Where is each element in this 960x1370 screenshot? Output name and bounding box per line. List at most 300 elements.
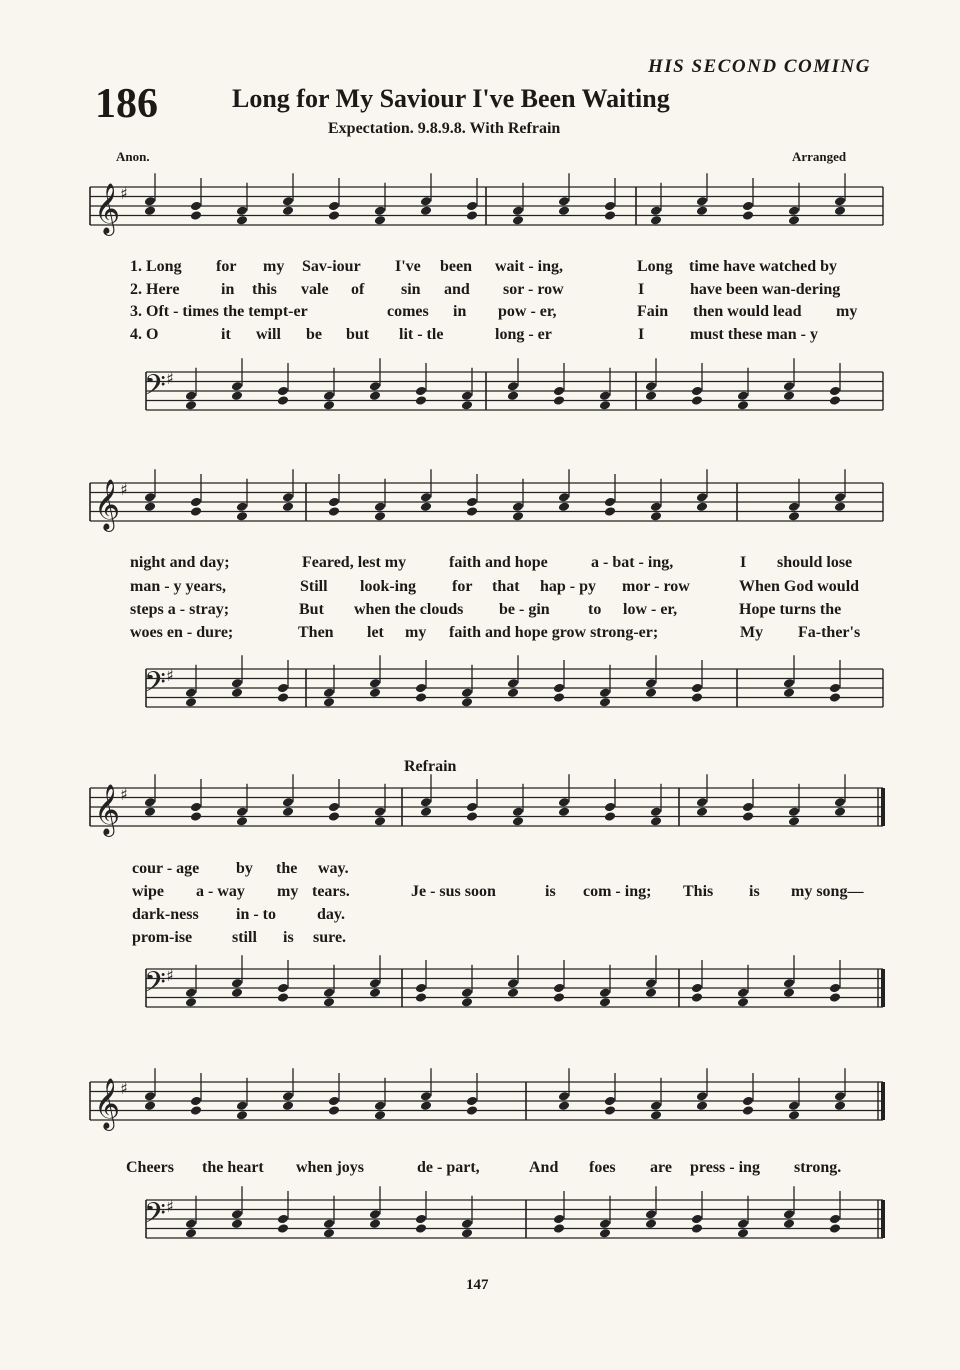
note-head bbox=[604, 497, 616, 508]
lyric-word: tears. bbox=[312, 883, 350, 900]
sharp-sign: ♯ bbox=[120, 184, 128, 203]
lyric-word: my bbox=[836, 303, 858, 320]
note-head bbox=[645, 1218, 657, 1229]
lyric-word: my bbox=[277, 883, 299, 900]
note-head bbox=[282, 806, 294, 817]
note-head bbox=[599, 997, 611, 1008]
note-head bbox=[645, 987, 657, 998]
note-head bbox=[834, 806, 846, 817]
lyric-word: Long bbox=[637, 258, 673, 275]
note-head bbox=[277, 992, 289, 1003]
lyric-word: my bbox=[405, 624, 427, 641]
note-head bbox=[328, 802, 340, 813]
note-head bbox=[650, 511, 662, 522]
treble-clef: 𝄞 bbox=[94, 1078, 121, 1129]
sharp-sign: ♯ bbox=[166, 666, 174, 685]
sharp-sign: ♯ bbox=[120, 1079, 128, 1098]
note-head bbox=[558, 806, 570, 817]
note-head bbox=[599, 1218, 611, 1229]
note-head bbox=[512, 816, 524, 827]
note-head bbox=[231, 978, 243, 989]
lyric-word: strong. bbox=[794, 1159, 842, 1176]
note-head bbox=[742, 210, 754, 221]
note-head bbox=[277, 692, 289, 703]
note-head bbox=[558, 1100, 570, 1111]
note-head bbox=[282, 492, 294, 503]
note-head bbox=[834, 1091, 846, 1102]
note-head bbox=[190, 497, 202, 508]
note-head bbox=[323, 697, 335, 708]
note-head bbox=[328, 1096, 340, 1107]
lyric-word: steps a - stray; bbox=[130, 601, 230, 618]
note-head bbox=[604, 210, 616, 221]
note-head bbox=[696, 196, 708, 207]
lyric-word: press - ing bbox=[690, 1159, 760, 1176]
note-head bbox=[144, 196, 156, 207]
note-head bbox=[645, 381, 657, 392]
treble-clef: 𝄞 bbox=[94, 183, 121, 234]
note-head bbox=[507, 978, 519, 989]
note-head bbox=[190, 506, 202, 517]
note-head bbox=[185, 400, 197, 411]
note-head bbox=[236, 205, 248, 216]
note-head bbox=[645, 390, 657, 401]
note-head bbox=[190, 802, 202, 813]
lyric-word: to bbox=[588, 601, 602, 618]
hymn-number: 186 bbox=[95, 81, 158, 127]
note-head bbox=[829, 395, 841, 406]
note-head bbox=[466, 201, 478, 212]
note-head bbox=[374, 215, 386, 226]
note-head bbox=[374, 1100, 386, 1111]
lyric-word: wait - ing, bbox=[495, 258, 563, 275]
note-head bbox=[829, 1214, 841, 1225]
note-head bbox=[558, 205, 570, 216]
note-head bbox=[277, 683, 289, 694]
note-head bbox=[834, 501, 846, 512]
note-head bbox=[328, 201, 340, 212]
note-head bbox=[553, 683, 565, 694]
note-head bbox=[328, 1105, 340, 1116]
lyric-word: low - er, bbox=[623, 601, 678, 618]
note-head bbox=[507, 678, 519, 689]
lyric-word: comes bbox=[387, 303, 429, 320]
note-head bbox=[829, 692, 841, 703]
sharp-sign: ♯ bbox=[166, 1197, 174, 1216]
lyric-word: still bbox=[232, 929, 257, 946]
lyric-word: lit - tle bbox=[399, 326, 444, 343]
lyric-word: faith and hope bbox=[449, 554, 548, 571]
lyric-word: prom-ise bbox=[132, 929, 193, 946]
note-head bbox=[783, 390, 795, 401]
note-head bbox=[604, 802, 616, 813]
sharp-sign: ♯ bbox=[120, 785, 128, 804]
lyric-word: the heart bbox=[202, 1159, 264, 1176]
note-head bbox=[829, 386, 841, 397]
lyric-word: is bbox=[749, 883, 760, 900]
note-head bbox=[236, 806, 248, 817]
lyric-word: Cheers bbox=[126, 1159, 174, 1176]
note-head bbox=[691, 692, 703, 703]
note-head bbox=[144, 806, 156, 817]
note-head bbox=[691, 992, 703, 1003]
note-head bbox=[231, 381, 243, 392]
note-head bbox=[415, 983, 427, 994]
note-head bbox=[369, 978, 381, 989]
note-head bbox=[236, 215, 248, 226]
note-head bbox=[691, 1214, 703, 1225]
note-head bbox=[231, 390, 243, 401]
lyric-word: a - way bbox=[196, 883, 245, 900]
lyric-word: foes bbox=[589, 1159, 616, 1176]
note-head bbox=[420, 196, 432, 207]
lyric-word: Feared, lest my bbox=[302, 554, 407, 571]
note-head bbox=[420, 501, 432, 512]
note-head bbox=[277, 1223, 289, 1234]
note-head bbox=[645, 1209, 657, 1220]
lyric-word: will bbox=[256, 326, 281, 343]
note-head bbox=[834, 196, 846, 207]
note-head bbox=[277, 395, 289, 406]
note-head bbox=[599, 400, 611, 411]
lyric-word: for bbox=[452, 578, 473, 595]
lyric-word: be - gin bbox=[499, 601, 550, 618]
note-head bbox=[788, 1110, 800, 1121]
note-head bbox=[650, 816, 662, 827]
note-head bbox=[461, 997, 473, 1008]
note-head bbox=[645, 687, 657, 698]
note-head bbox=[144, 797, 156, 808]
lyric-word: mor - row bbox=[622, 578, 690, 595]
note-head bbox=[415, 1223, 427, 1234]
note-head bbox=[834, 492, 846, 503]
note-head bbox=[737, 1228, 749, 1239]
note-head bbox=[783, 1218, 795, 1229]
note-head bbox=[599, 1228, 611, 1239]
note-head bbox=[282, 1100, 294, 1111]
lyric-word: sure. bbox=[313, 929, 347, 946]
lyric-word: pow - er, bbox=[498, 303, 557, 320]
note-head bbox=[650, 1100, 662, 1111]
lyric-word: vale bbox=[301, 281, 329, 298]
note-head bbox=[788, 816, 800, 827]
note-head bbox=[645, 678, 657, 689]
note-head bbox=[650, 215, 662, 226]
note-head bbox=[190, 201, 202, 212]
note-head bbox=[737, 987, 749, 998]
note-head bbox=[190, 1096, 202, 1107]
note-head bbox=[783, 978, 795, 989]
note-head bbox=[323, 400, 335, 411]
note-head bbox=[461, 697, 473, 708]
note-head bbox=[369, 987, 381, 998]
lyric-word: a - bat - ing, bbox=[591, 554, 674, 571]
note-head bbox=[231, 1209, 243, 1220]
sharp-sign: ♯ bbox=[120, 480, 128, 499]
bass-clef: 𝄢 bbox=[144, 369, 166, 409]
lyric-word: it bbox=[221, 326, 231, 343]
note-head bbox=[650, 501, 662, 512]
treble-clef: 𝄞 bbox=[94, 479, 121, 530]
note-head bbox=[783, 381, 795, 392]
note-head bbox=[696, 501, 708, 512]
note-head bbox=[369, 381, 381, 392]
note-head bbox=[185, 1218, 197, 1229]
note-head bbox=[691, 683, 703, 694]
lyric-word: Then bbox=[298, 624, 334, 641]
lyric-word: And bbox=[529, 1159, 559, 1176]
lyric-word: cour - age bbox=[132, 860, 200, 877]
note-head bbox=[737, 1218, 749, 1229]
note-head bbox=[461, 390, 473, 401]
author-credit: Anon. bbox=[116, 149, 150, 164]
note-head bbox=[742, 1105, 754, 1116]
note-head bbox=[507, 687, 519, 698]
note-head bbox=[783, 1209, 795, 1220]
tune-meter: Expectation. 9.8.9.8. With Refrain bbox=[328, 120, 561, 137]
note-head bbox=[604, 201, 616, 212]
arranger-credit: Arranged bbox=[792, 149, 847, 164]
note-head bbox=[190, 811, 202, 822]
note-head bbox=[328, 811, 340, 822]
note-head bbox=[282, 1091, 294, 1102]
note-head bbox=[144, 492, 156, 503]
note-head bbox=[783, 987, 795, 998]
note-head bbox=[553, 395, 565, 406]
note-head bbox=[190, 1105, 202, 1116]
lyric-word: woes en - dure; bbox=[130, 624, 234, 641]
lyric-word: Hope turns the bbox=[739, 601, 842, 618]
lyric-word: but bbox=[346, 326, 370, 343]
lyric-word: when the clouds bbox=[354, 601, 464, 618]
lyric-word: dark-ness bbox=[132, 906, 199, 923]
lyric-word: hap - py bbox=[540, 578, 597, 595]
note-head bbox=[829, 992, 841, 1003]
note-head bbox=[604, 811, 616, 822]
note-head bbox=[415, 692, 427, 703]
note-head bbox=[742, 201, 754, 212]
note-head bbox=[420, 1091, 432, 1102]
lyric-word: in - to bbox=[236, 906, 276, 923]
note-head bbox=[696, 806, 708, 817]
lyric-word: com - ing; bbox=[583, 883, 652, 900]
lyric-word: wipe bbox=[132, 883, 164, 900]
page-number: 147 bbox=[466, 1277, 489, 1293]
note-head bbox=[415, 683, 427, 694]
lyric-word: time have watched by bbox=[689, 258, 837, 275]
note-head bbox=[231, 1218, 243, 1229]
note-head bbox=[696, 492, 708, 503]
lyric-word: when joys bbox=[296, 1159, 365, 1176]
lyric-word: the bbox=[276, 860, 298, 877]
note-head bbox=[277, 1214, 289, 1225]
note-head bbox=[236, 511, 248, 522]
note-head bbox=[369, 1209, 381, 1220]
note-head bbox=[461, 400, 473, 411]
note-head bbox=[415, 395, 427, 406]
note-head bbox=[420, 205, 432, 216]
note-head bbox=[369, 678, 381, 689]
note-head bbox=[369, 1218, 381, 1229]
note-head bbox=[829, 983, 841, 994]
note-head bbox=[788, 501, 800, 512]
note-head bbox=[742, 1096, 754, 1107]
lyric-word: sor - row bbox=[503, 281, 564, 298]
note-head bbox=[323, 390, 335, 401]
lyric-word: be bbox=[306, 326, 322, 343]
note-head bbox=[461, 1228, 473, 1239]
note-head bbox=[236, 1100, 248, 1111]
note-head bbox=[236, 501, 248, 512]
note-head bbox=[788, 511, 800, 522]
note-head bbox=[742, 802, 754, 813]
note-head bbox=[696, 797, 708, 808]
lyric-word: in bbox=[221, 281, 235, 298]
note-head bbox=[144, 205, 156, 216]
note-head bbox=[691, 983, 703, 994]
lyric-word: is bbox=[283, 929, 294, 946]
lyric-word: my song— bbox=[791, 883, 864, 900]
note-head bbox=[374, 816, 386, 827]
note-head bbox=[328, 210, 340, 221]
note-head bbox=[737, 390, 749, 401]
note-head bbox=[742, 811, 754, 822]
note-head bbox=[512, 806, 524, 817]
note-head bbox=[374, 806, 386, 817]
note-head bbox=[834, 205, 846, 216]
note-head bbox=[696, 1091, 708, 1102]
note-head bbox=[144, 501, 156, 512]
note-head bbox=[282, 205, 294, 216]
note-head bbox=[650, 806, 662, 817]
lyric-word: let bbox=[367, 624, 384, 641]
note-head bbox=[737, 997, 749, 1008]
note-head bbox=[650, 1110, 662, 1121]
note-head bbox=[323, 1228, 335, 1239]
lyric-word: have been wan-dering bbox=[690, 281, 841, 298]
note-head bbox=[415, 992, 427, 1003]
note-head bbox=[553, 1223, 565, 1234]
lyric-word: day. bbox=[317, 906, 346, 923]
note-head bbox=[466, 497, 478, 508]
note-head bbox=[553, 992, 565, 1003]
note-head bbox=[282, 196, 294, 207]
note-head bbox=[507, 390, 519, 401]
note-head bbox=[599, 390, 611, 401]
bass-clef: 𝄢 bbox=[144, 1197, 166, 1237]
lyric-word: When God would bbox=[739, 578, 860, 595]
lyric-word: Sav-iour bbox=[302, 258, 361, 275]
note-head bbox=[461, 987, 473, 998]
note-head bbox=[466, 506, 478, 517]
note-head bbox=[788, 215, 800, 226]
note-head bbox=[788, 1100, 800, 1111]
bass-clef: 𝄢 bbox=[144, 666, 166, 706]
note-head bbox=[420, 797, 432, 808]
note-head bbox=[604, 1105, 616, 1116]
lyric-word: My bbox=[740, 624, 764, 641]
lyric-word: sin bbox=[401, 281, 421, 298]
lyric-word: man - y years, bbox=[130, 578, 226, 595]
note-head bbox=[829, 1223, 841, 1234]
note-head bbox=[374, 1110, 386, 1121]
note-head bbox=[691, 1223, 703, 1234]
lyric-word: that bbox=[492, 578, 520, 595]
note-head bbox=[599, 987, 611, 998]
note-head bbox=[461, 687, 473, 698]
note-head bbox=[369, 687, 381, 698]
lyric-word: 2. Here bbox=[130, 281, 180, 298]
note-head bbox=[604, 506, 616, 517]
lyric-word: Fain bbox=[637, 303, 669, 320]
note-head bbox=[737, 400, 749, 411]
lyric-word: I've bbox=[395, 258, 421, 275]
note-head bbox=[144, 1100, 156, 1111]
note-head bbox=[282, 501, 294, 512]
lyric-word: way. bbox=[318, 860, 349, 877]
note-head bbox=[185, 687, 197, 698]
note-head bbox=[691, 395, 703, 406]
note-head bbox=[512, 511, 524, 522]
note-head bbox=[374, 205, 386, 216]
note-head bbox=[553, 386, 565, 397]
note-head bbox=[466, 1105, 478, 1116]
lyric-word: Still bbox=[300, 578, 328, 595]
note-head bbox=[783, 678, 795, 689]
lyric-word: I bbox=[638, 326, 645, 343]
lyric-word: my bbox=[263, 258, 285, 275]
lyric-word: then would lead bbox=[693, 303, 802, 320]
note-head bbox=[512, 501, 524, 512]
note-head bbox=[461, 1218, 473, 1229]
note-head bbox=[231, 987, 243, 998]
note-head bbox=[369, 390, 381, 401]
note-head bbox=[323, 997, 335, 1008]
note-head bbox=[466, 210, 478, 221]
bass-clef: 𝄢 bbox=[144, 966, 166, 1006]
lyric-word: Je - sus soon bbox=[411, 883, 496, 900]
lyric-word: 3. Oft - times the tempt-er bbox=[130, 303, 308, 320]
note-head bbox=[599, 697, 611, 708]
note-head bbox=[829, 683, 841, 694]
note-head bbox=[696, 205, 708, 216]
note-head bbox=[645, 978, 657, 989]
note-head bbox=[236, 816, 248, 827]
note-head bbox=[144, 1091, 156, 1102]
note-head bbox=[558, 1091, 570, 1102]
lyric-word: This bbox=[683, 883, 714, 900]
lyric-word: by bbox=[236, 860, 253, 877]
note-head bbox=[282, 797, 294, 808]
note-head bbox=[328, 506, 340, 517]
lyric-word: been bbox=[440, 258, 472, 275]
lyric-word: But bbox=[299, 601, 324, 618]
note-head bbox=[420, 806, 432, 817]
note-head bbox=[466, 811, 478, 822]
note-head bbox=[553, 983, 565, 994]
lyric-word: look-ing bbox=[360, 578, 417, 595]
lyric-word: and bbox=[444, 281, 470, 298]
note-head bbox=[420, 492, 432, 503]
note-head bbox=[328, 497, 340, 508]
lyric-word: I bbox=[740, 554, 747, 571]
note-head bbox=[696, 1100, 708, 1111]
note-head bbox=[415, 386, 427, 397]
lyric-word: I bbox=[638, 281, 645, 298]
note-head bbox=[553, 1214, 565, 1225]
note-head bbox=[558, 196, 570, 207]
note-head bbox=[415, 1214, 427, 1225]
